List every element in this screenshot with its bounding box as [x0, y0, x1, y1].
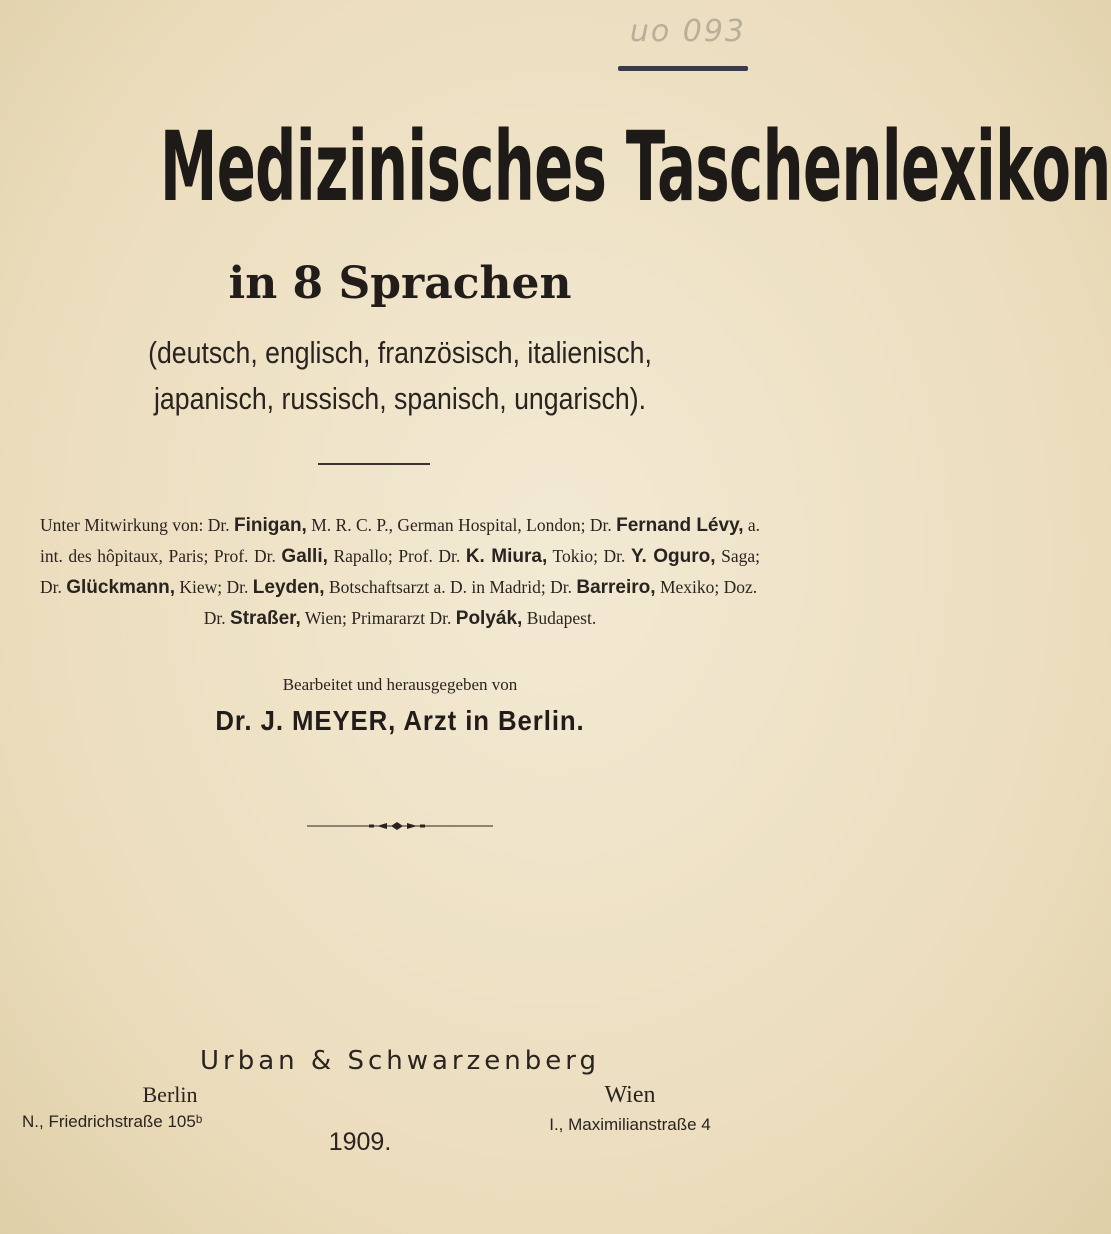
contributor: Dr. Y. Oguro, Saga;	[603, 546, 760, 567]
publication-year: 1909.	[328, 1128, 392, 1156]
contributor: Dr. Finigan, M. R. C. P., German Hospital, London;	[207, 515, 586, 536]
shelfmark-underline	[618, 66, 748, 71]
contributor: Primararzt Dr. Polyák, Budapest.	[351, 608, 597, 629]
contributor: Dr. Fernand Lévy, a. int. des hôpitaux, Paris;	[40, 515, 761, 566]
contributor-last-line	[40, 603, 760, 634]
languages-list	[56, 330, 744, 422]
ornament-divider	[307, 820, 493, 832]
contributors-intro: Unter Mitwirkung von:	[40, 515, 204, 535]
publisher-address-wien: I., Maximilianstraße 4	[549, 1115, 711, 1134]
publisher-name: Urban & Schwarzenberg	[200, 1046, 600, 1076]
languages-line-2: japanisch, russisch, spanisch, ungarisch).	[154, 381, 646, 416]
publisher-city-berlin: Berlin	[142, 1082, 198, 1107]
contributor: Dr. Barreiro, Mexiko; Doz.	[550, 577, 758, 598]
publisher-address-berlin: N., Friedrichstraße 105ᵇ	[22, 1112, 203, 1131]
contributors-paragraph	[40, 510, 760, 634]
contributor: Prof. Dr. Galli, Rapallo;	[213, 546, 393, 567]
editor-name: Dr. J. MEYER, Arzt in Berlin.	[215, 705, 585, 736]
book-title: Medizinisches Taschenlexikon	[159, 111, 1111, 223]
contributor: Dr. Straßer, Wien;	[203, 608, 347, 629]
contributor: Dr. Leyden, Botschaftsarzt a. D. in Madrid;	[226, 577, 546, 598]
contributor: Dr. Glückmann, Kiew;	[40, 577, 223, 598]
contributor: Prof. Dr. K. Miura, Tokio;	[398, 546, 598, 567]
separator-rule	[318, 463, 430, 465]
publisher-city-wien: Wien	[604, 1082, 656, 1108]
shelfmark-annotation: uo 093	[629, 14, 746, 49]
languages-line-1: (deutsch, englisch, französisch, italienisch,	[148, 335, 652, 370]
editor-label: Bearbeitet und herausgegeben von	[282, 675, 518, 694]
book-subtitle: in 8 Sprachen	[228, 258, 572, 309]
